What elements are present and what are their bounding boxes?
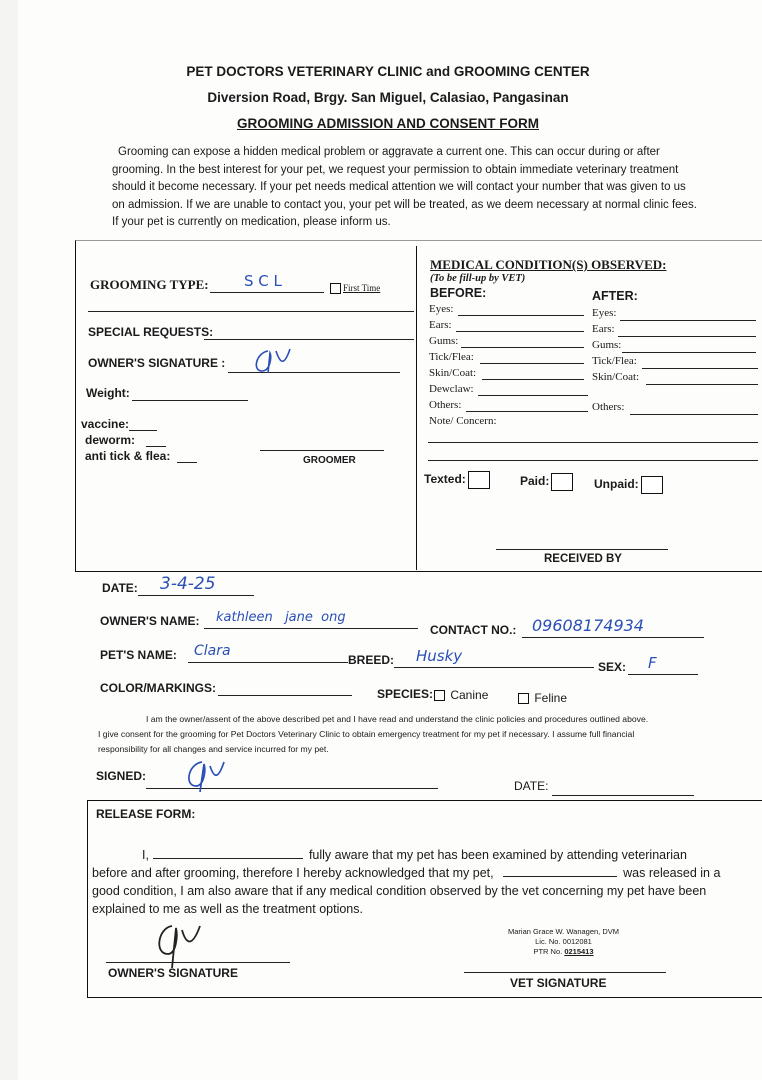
clinic-address: Diversion Road, Brgy. San Miguel, Calasiao, Pangasinan [207, 90, 569, 105]
after-skin-label: Skin/Coat: [592, 371, 640, 383]
intro-line: should it become necessary. If your pet needs medical attention we will contact your number that was given to us [112, 181, 686, 193]
contact-label: CONTACT NO.: [430, 623, 517, 637]
deworm-label: deworm: [85, 433, 136, 447]
unpaid-label: Unpaid: [594, 477, 639, 492]
after-ears-line[interactable] [618, 336, 756, 337]
received-by-label: RECEIVED BY [544, 553, 622, 565]
vet-sig-label: VET SIGNATURE [510, 976, 607, 990]
pet-name-line[interactable] [188, 662, 348, 663]
paid-checkbox[interactable] [551, 473, 573, 491]
pet-name-label: PET'S NAME: [100, 648, 177, 662]
texted-checkbox[interactable] [468, 471, 490, 489]
release-line2: before and after grooming, therefore I hereby acknowledged that my pet, [92, 866, 494, 880]
groomer-line[interactable] [260, 450, 384, 451]
special-requests-line[interactable] [204, 339, 414, 340]
before-ears-label: Ears: [429, 319, 452, 331]
breed-label: BREED: [348, 653, 395, 667]
vet-ptr-label: PTR No. [533, 947, 563, 956]
grooming-type-line [210, 292, 324, 293]
consent-line: responsibility for all changes and service incurred for my pet. [98, 744, 329, 754]
after-gums-line[interactable] [622, 352, 756, 353]
sex-label: SEX: [598, 660, 627, 674]
first-time-label: First Time [343, 283, 381, 293]
before-dewclaw-label: Dewclaw: [429, 383, 474, 395]
owner-release-sig-label: OWNER'S SIGNATURE [108, 966, 238, 980]
after-tick-label: Tick/Flea: [592, 355, 637, 367]
note-line-2[interactable] [428, 460, 758, 461]
owner-signature-mark [246, 345, 296, 379]
anti-tick-line[interactable] [177, 462, 197, 463]
form-sheet [18, 0, 762, 1080]
grooming-type-value[interactable]: S C L [244, 272, 282, 290]
unpaid-option[interactable] [594, 476, 663, 494]
form-title: GROOMING ADMISSION AND CONSENT FORM [237, 116, 539, 131]
release-i: I, [142, 848, 149, 862]
before-tick-line[interactable] [480, 363, 584, 364]
before-eyes-label: Eyes: [429, 303, 454, 315]
weight-line[interactable] [132, 400, 248, 401]
owner-signature-label: OWNER'S SIGNATURE : [88, 356, 226, 370]
before-tick-label: Tick/Flea: [429, 351, 474, 363]
before-ears-line[interactable] [456, 331, 584, 332]
after-others-line[interactable] [630, 414, 758, 415]
vet-license: Lic. No. 0012081 [535, 937, 592, 946]
date-line[interactable] [138, 595, 254, 596]
panel-divider [416, 246, 417, 570]
color-markings-line[interactable] [218, 695, 352, 696]
after-skin-line[interactable] [646, 384, 758, 385]
breed-value[interactable]: Husky [416, 647, 463, 665]
intro-line: Grooming can expose a hidden medical problem or aggravate a current one. This can occur during or after [118, 146, 660, 158]
before-gums-line[interactable] [461, 347, 584, 348]
canine-option[interactable] [434, 688, 488, 702]
deworm-line[interactable] [146, 446, 166, 447]
weight-label: Weight: [86, 386, 130, 400]
before-skin-line[interactable] [482, 379, 584, 380]
paid-option[interactable] [520, 473, 573, 491]
color-markings-label: COLOR/MARKINGS: [100, 681, 216, 695]
after-gums-label: Gums: [592, 339, 622, 351]
vet-sig-line[interactable] [464, 972, 666, 973]
before-dewclaw-line[interactable] [478, 395, 588, 396]
signed-label: SIGNED: [96, 769, 147, 783]
release-paragraph [92, 846, 758, 918]
before-others-line[interactable] [466, 411, 588, 412]
received-by-line[interactable] [496, 549, 668, 550]
canine-checkbox[interactable] [434, 690, 445, 701]
signed-date-label: DATE: [514, 779, 549, 793]
medical-subtitle: (To be fill-up by VET) [430, 273, 526, 284]
intro-line: on admission. If we are unable to contact you, your pet will be treated, as we deem necessary at normal clinic fees. [112, 198, 697, 211]
vet-stamp [508, 927, 619, 957]
after-label: AFTER: [592, 289, 638, 303]
feline-option[interactable] [518, 691, 567, 705]
after-eyes-line[interactable] [620, 320, 756, 321]
release-line3: good condition, I am also aware that if any medical condition observed by the vet concerning my pet have been [92, 884, 707, 898]
canine-label: Canine [450, 688, 489, 702]
grooming-divider [88, 311, 414, 312]
paid-label: Paid: [520, 474, 550, 489]
vet-ptr-value: 0215413 [564, 947, 594, 956]
sex-line[interactable] [628, 674, 698, 675]
date-label: DATE: [102, 581, 138, 595]
consent-paragraph [98, 712, 738, 757]
breed-line[interactable] [394, 667, 594, 668]
owner-name-label: OWNER'S NAME: [100, 614, 200, 628]
intro-line: grooming. In the best interest for your pet, we request your permission to obtain immediate veterinary treatment [112, 163, 679, 176]
clinic-name: PET DOCTORS VETERINARY CLINIC and GROOMING CENTER [186, 64, 590, 79]
unpaid-checkbox[interactable] [641, 476, 663, 494]
texted-option[interactable] [424, 471, 490, 489]
intro-paragraph [112, 144, 732, 232]
after-eyes-label: Eyes: [592, 307, 617, 319]
before-label: BEFORE: [430, 286, 487, 300]
signed-signature-mark [178, 756, 228, 796]
before-gums-label: Gums: [429, 335, 459, 347]
special-requests-label: SPECIAL REQUESTS: [88, 325, 214, 339]
after-ears-label: Ears: [592, 323, 615, 335]
first-time-checkbox[interactable] [330, 283, 341, 294]
anti-tick-label: anti tick & flea: [85, 449, 171, 463]
contact-line[interactable] [522, 637, 704, 638]
pet-name-value[interactable]: Clara [194, 643, 231, 659]
owner-release-sig-line[interactable] [106, 962, 290, 963]
before-eyes-line[interactable] [458, 315, 584, 316]
intro-line: If your pet is currently on medication, please inform us. [112, 216, 391, 228]
before-others-label: Others: [429, 399, 462, 411]
release-line4: explained to me as well as the treatment options. [92, 902, 363, 916]
first-time-option[interactable] [330, 283, 380, 294]
consent-line: I give consent for the grooming for Pet Doctors Veterinary Clinic to obtain emergency treatment for my pet if necessary. I assume full financial [98, 729, 635, 739]
owner-name-line[interactable] [204, 628, 418, 629]
texted-label: Texted: [424, 472, 466, 487]
feline-label: Feline [534, 691, 568, 705]
signed-date-line[interactable] [552, 795, 694, 796]
owner-name-value[interactable]: kathleen jane ong [216, 610, 346, 625]
contact-value[interactable]: 09608174934 [532, 616, 644, 635]
vet-name: Marian Grace W. Wanagen, DVM [508, 927, 620, 936]
vaccine-label: vaccine: [81, 417, 130, 431]
release-title: RELEASE FORM: [96, 807, 196, 821]
before-skin-label: Skin/Coat: [429, 367, 477, 379]
release-line2-rest: was released in a [623, 866, 721, 880]
vaccine-line[interactable] [129, 430, 157, 431]
species-label: SPECIES: [377, 687, 434, 701]
note-concern-label: Note/ Concern: [429, 415, 497, 427]
date-value[interactable]: 3-4-25 [160, 574, 216, 594]
feline-checkbox[interactable] [518, 693, 529, 704]
release-name-line[interactable] [153, 848, 303, 859]
after-others-label: Others: [592, 401, 625, 413]
medical-title: MEDICAL CONDITION(S) OBSERVED: [430, 257, 667, 272]
release-pet-line[interactable] [503, 866, 617, 877]
consent-line: I am the owner/assent of the above described pet and I have read and understand the clinic policies and procedures outlined above. [146, 714, 649, 724]
grooming-type-label: GROOMING TYPE: [90, 277, 209, 292]
release-line1: fully aware that my pet has been examined by attending veterinarian [308, 848, 687, 862]
sex-value[interactable]: F [648, 654, 657, 672]
after-tick-line[interactable] [642, 368, 758, 369]
groomer-label: GROOMER [303, 455, 356, 466]
note-line-1[interactable] [428, 442, 758, 443]
